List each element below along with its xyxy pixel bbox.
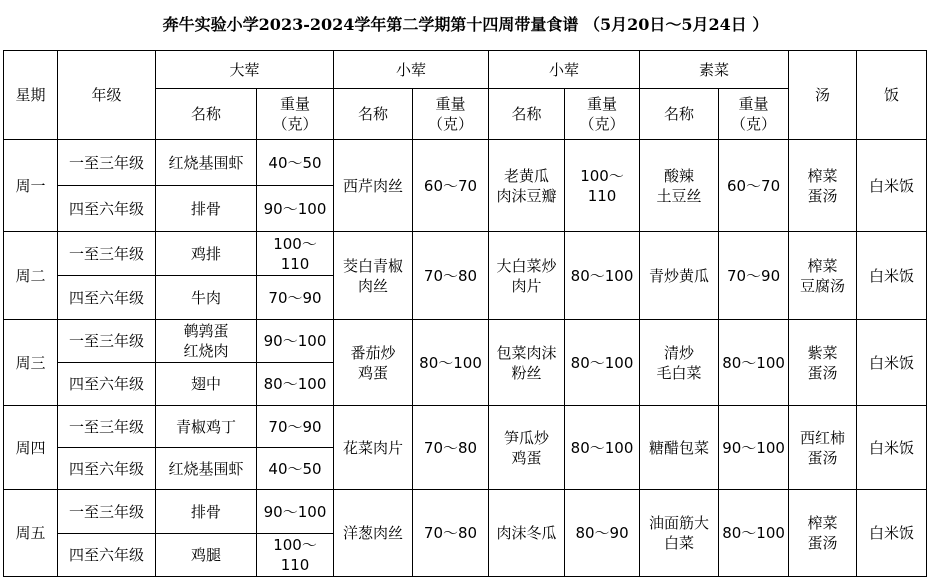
big-dish-weight: 40～50 bbox=[257, 140, 334, 186]
small1-weight-header: 重量 （克） bbox=[413, 89, 489, 140]
weekday-cell: 周二 bbox=[4, 232, 58, 320]
small2-dish-weight: 80～100 bbox=[565, 406, 640, 490]
day-row bbox=[4, 406, 927, 448]
big-dish-weight: 90～100 bbox=[257, 186, 334, 232]
big-dish-weight: 70～90 bbox=[257, 276, 334, 320]
small2-dish-name: 肉沫冬瓜 bbox=[489, 490, 565, 577]
weekday-header: 星期 bbox=[4, 51, 58, 140]
big-dish-name: 鹌鹑蛋 红烧肉 bbox=[156, 320, 257, 363]
small-dish-1-header: 小荤 bbox=[334, 51, 489, 89]
small2-dish-name: 大白菜炒 肉片 bbox=[489, 232, 565, 320]
small-dish-2-header: 小荤 bbox=[489, 51, 640, 89]
soup-cell: 西红柿 蛋汤 bbox=[789, 406, 857, 490]
big-dish-weight: 100～110 bbox=[257, 232, 334, 276]
soup-cell: 榨菜 豆腐汤 bbox=[789, 232, 857, 320]
big-dish-weight: 80～100 bbox=[257, 363, 334, 406]
veg-dish-name: 清炒 毛白菜 bbox=[640, 320, 719, 406]
big-dish-name: 青椒鸡丁 bbox=[156, 406, 257, 448]
soup-cell: 紫菜 蛋汤 bbox=[789, 320, 857, 406]
big-dish-name: 排骨 bbox=[156, 490, 257, 534]
small1-dish-name: 洋葱肉丝 bbox=[334, 490, 413, 577]
veg-dish-weight: 60～70 bbox=[719, 140, 789, 232]
soup-header: 汤 bbox=[789, 51, 857, 140]
big-dish-weight: 40～50 bbox=[257, 448, 334, 490]
big-dish-weight: 70～90 bbox=[257, 406, 334, 448]
small1-dish-weight: 70～80 bbox=[413, 232, 489, 320]
day-row bbox=[4, 490, 927, 534]
big-dish-name: 排骨 bbox=[156, 186, 257, 232]
small1-dish-name: 花菜肉片 bbox=[334, 406, 413, 490]
big-dish-weight: 100～110 bbox=[257, 534, 334, 577]
veg-dish-weight: 80～100 bbox=[719, 490, 789, 577]
big-dish-name: 翅中 bbox=[156, 363, 257, 406]
small1-dish-name: 西芹肉丝 bbox=[334, 140, 413, 232]
grade-cell: 一至三年级 bbox=[58, 490, 156, 534]
veg-dish-name: 青炒黄瓜 bbox=[640, 232, 719, 320]
small1-name-header: 名称 bbox=[334, 89, 413, 140]
small1-dish-name: 番茄炒 鸡蛋 bbox=[334, 320, 413, 406]
grade-cell: 四至六年级 bbox=[58, 448, 156, 490]
veg-name-header: 名称 bbox=[640, 89, 719, 140]
big-name-header: 名称 bbox=[156, 89, 257, 140]
page-title: 奔牛实验小学2023-2024学年第二学期第十四周带量食谱 （5月20日～5月24日 ） bbox=[162, 15, 769, 34]
small2-dish-name: 包菜肉沫 粉丝 bbox=[489, 320, 565, 406]
grade-cell: 四至六年级 bbox=[58, 276, 156, 320]
weekday-cell: 周五 bbox=[4, 490, 58, 577]
grade-cell: 四至六年级 bbox=[58, 363, 156, 406]
veg-dish-weight: 70～90 bbox=[719, 232, 789, 320]
small2-name-header: 名称 bbox=[489, 89, 565, 140]
small2-dish-name: 笋瓜炒 鸡蛋 bbox=[489, 406, 565, 490]
weekday-cell: 周一 bbox=[4, 140, 58, 232]
rice-cell: 白米饭 bbox=[857, 406, 927, 490]
big-dish-name: 鸡腿 bbox=[156, 534, 257, 577]
grade-cell: 一至三年级 bbox=[58, 320, 156, 363]
big-dish-name: 红烧基围虾 bbox=[156, 448, 257, 490]
weekday-cell: 周三 bbox=[4, 320, 58, 406]
grade-cell: 四至六年级 bbox=[58, 534, 156, 577]
veg-dish-name: 糖醋包菜 bbox=[640, 406, 719, 490]
big-dish-name: 红烧基围虾 bbox=[156, 140, 257, 186]
small2-weight-header: 重量 （克） bbox=[565, 89, 640, 140]
grade-cell: 一至三年级 bbox=[58, 140, 156, 186]
small1-dish-weight: 80～100 bbox=[413, 320, 489, 406]
big-dish-name: 牛肉 bbox=[156, 276, 257, 320]
rice-header: 饭 bbox=[857, 51, 927, 140]
weekday-cell: 周四 bbox=[4, 406, 58, 490]
small1-dish-weight: 70～80 bbox=[413, 490, 489, 577]
small2-dish-weight: 80～90 bbox=[565, 490, 640, 577]
veg-dish-header: 素菜 bbox=[640, 51, 789, 89]
soup-cell: 榨菜 蛋汤 bbox=[789, 140, 857, 232]
small1-dish-weight: 60～70 bbox=[413, 140, 489, 232]
rice-cell: 白米饭 bbox=[857, 140, 927, 232]
big-dish-weight: 90～100 bbox=[257, 490, 334, 534]
day-row bbox=[4, 140, 927, 186]
veg-weight-header: 重量 （克） bbox=[719, 89, 789, 140]
veg-dish-weight: 80～100 bbox=[719, 320, 789, 406]
rice-cell: 白米饭 bbox=[857, 232, 927, 320]
rice-cell: 白米饭 bbox=[857, 320, 927, 406]
small1-dish-name: 茭白青椒 肉丝 bbox=[334, 232, 413, 320]
soup-cell: 榨菜 蛋汤 bbox=[789, 490, 857, 577]
small2-dish-weight: 100～110 bbox=[565, 140, 640, 232]
veg-dish-name: 酸辣 土豆丝 bbox=[640, 140, 719, 232]
rice-cell: 白米饭 bbox=[857, 490, 927, 577]
day-row bbox=[4, 320, 927, 363]
small1-dish-weight: 70～80 bbox=[413, 406, 489, 490]
veg-dish-weight: 90～100 bbox=[719, 406, 789, 490]
big-weight-header: 重量 （克） bbox=[257, 89, 334, 140]
small2-dish-weight: 80～100 bbox=[565, 320, 640, 406]
grade-cell: 一至三年级 bbox=[58, 406, 156, 448]
day-row bbox=[4, 232, 927, 276]
grade-header: 年级 bbox=[58, 51, 156, 140]
small2-dish-weight: 80～100 bbox=[565, 232, 640, 320]
big-dish-weight: 90～100 bbox=[257, 320, 334, 363]
big-dish-name: 鸡排 bbox=[156, 232, 257, 276]
grade-cell: 四至六年级 bbox=[58, 186, 156, 232]
big-dish-header: 大荤 bbox=[156, 51, 334, 89]
grade-cell: 一至三年级 bbox=[58, 232, 156, 276]
veg-dish-name: 油面筋大 白菜 bbox=[640, 490, 719, 577]
weekly-menu-table bbox=[3, 50, 927, 577]
small2-dish-name: 老黄瓜 肉沫豆瓣 bbox=[489, 140, 565, 232]
